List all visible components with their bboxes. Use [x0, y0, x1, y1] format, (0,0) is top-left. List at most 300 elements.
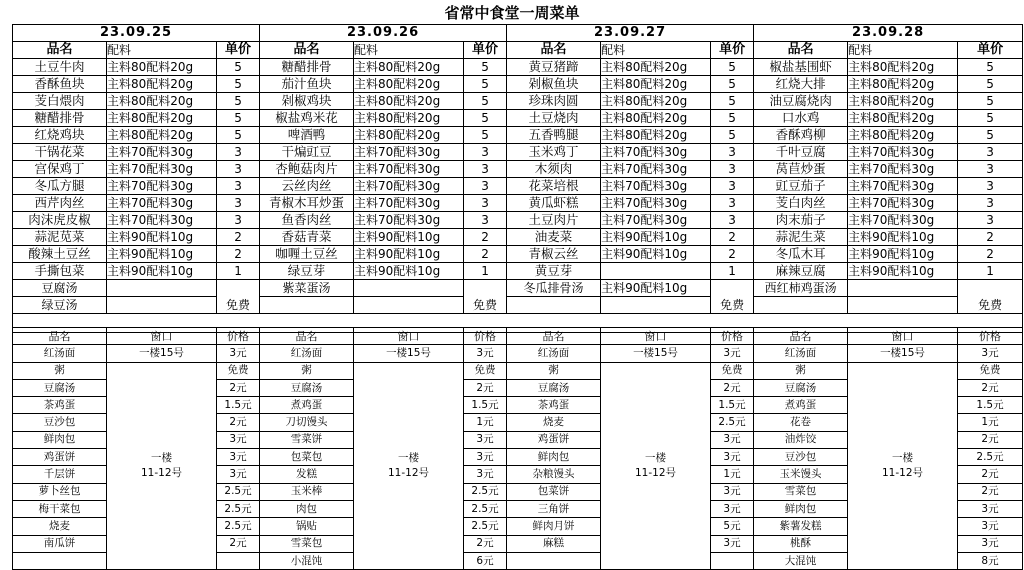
- bf-item-price: 3元: [711, 500, 754, 517]
- dish-spec: 主料70配料30g: [601, 161, 711, 178]
- bf-header-price: 价格: [958, 328, 1023, 345]
- dish-price: 2: [464, 229, 507, 246]
- bf-item-name: 红汤面: [754, 345, 848, 362]
- dish-spec: 主料70配料30g: [354, 178, 464, 195]
- dish-row: [13, 93, 1023, 110]
- dish-name: 肉末茄子: [754, 212, 848, 229]
- breakfast-row: [13, 362, 1023, 379]
- bf-item-price: 3元: [217, 449, 260, 466]
- header-price: 单价: [217, 42, 260, 59]
- bf-item-price: 1元: [958, 414, 1023, 431]
- bf-window-floor: 一楼: [645, 451, 666, 464]
- dish-price: 2: [464, 246, 507, 263]
- dish-name: 黄豆猪蹄: [507, 59, 601, 76]
- bf-item-name: 鲜肉包: [507, 449, 601, 466]
- dish-price: 3: [464, 195, 507, 212]
- bf-item-name: 豆腐汤: [13, 379, 107, 396]
- dish-price: 5: [958, 127, 1023, 144]
- dish-name: 土豆牛肉: [13, 59, 107, 76]
- dish-name: 土豆肉片: [507, 212, 601, 229]
- bf-item-name: 玉米棒: [260, 483, 354, 500]
- dish-spec: 主料70配料30g: [848, 195, 958, 212]
- bf-item-name: 花卷: [754, 414, 848, 431]
- bf-item-price: 2.5元: [217, 500, 260, 517]
- dish-spec: 主料90配料10g: [354, 246, 464, 263]
- soup-spec: [848, 280, 958, 297]
- dish-name: 玉米鸡丁: [507, 144, 601, 161]
- bf-window-floor: 一楼: [151, 451, 172, 464]
- bf-item-price: 3元: [958, 535, 1023, 552]
- dish-name: 鱼香肉丝: [260, 212, 354, 229]
- bf-item-price: [711, 552, 754, 569]
- dish-name: 蒜泥生菜: [754, 229, 848, 246]
- date-header: 23.09.28: [754, 25, 1023, 42]
- dish-price: 2: [711, 246, 754, 263]
- dish-name: 糖醋排骨: [260, 59, 354, 76]
- header-name: 品名: [754, 42, 848, 59]
- bf-item-name: 烧麦: [13, 518, 107, 535]
- bf-item-name: 粥: [260, 362, 354, 379]
- bf-item-price: 2元: [217, 379, 260, 396]
- dish-spec: 主料70配料30g: [601, 178, 711, 195]
- dish-price: 5: [217, 93, 260, 110]
- dish-price: 3: [711, 195, 754, 212]
- dish-spec: 主料70配料30g: [848, 144, 958, 161]
- bf-item-name: 鸡蛋饼: [13, 449, 107, 466]
- dish-name: 莴苣炒蛋: [754, 161, 848, 178]
- bf-item-price: 2元: [958, 483, 1023, 500]
- bf-item-name: 三角饼: [507, 500, 601, 517]
- soup-name: 西红柿鸡蛋汤: [754, 280, 848, 297]
- dish-spec: 主料70配料30g: [848, 212, 958, 229]
- soup-spec: [354, 280, 464, 297]
- dish-name: 云丝肉丝: [260, 178, 354, 195]
- dish-spec: 主料70配料30g: [848, 161, 958, 178]
- dish-price: 5: [217, 110, 260, 127]
- dish-name: 椒盐基围虾: [754, 59, 848, 76]
- dish-name: 油豆腐烧肉: [754, 93, 848, 110]
- dish-name: 千叶豆腐: [754, 144, 848, 161]
- bf-item-name: 鲜肉包: [13, 431, 107, 448]
- soup-name: [754, 297, 848, 314]
- bf-item-name: 红汤面: [507, 345, 601, 362]
- dish-price: 5: [711, 76, 754, 93]
- bf-item-price: 3元: [711, 449, 754, 466]
- dish-name: 蒜泥苋菜: [13, 229, 107, 246]
- dish-price: 3: [464, 144, 507, 161]
- dish-name: 麻辣豆腐: [754, 263, 848, 280]
- bf-header-name: 品名: [507, 328, 601, 345]
- dish-spec: 主料80配料20g: [848, 93, 958, 110]
- dish-name: 红烧鸡块: [13, 127, 107, 144]
- dish-name: 口水鸡: [754, 110, 848, 127]
- dish-row: [13, 127, 1023, 144]
- header-price: 单价: [711, 42, 754, 59]
- soup-name: 冬瓜排骨汤: [507, 280, 601, 297]
- dish-spec: 主料70配料30g: [354, 195, 464, 212]
- dish-price: 2: [958, 246, 1023, 263]
- dish-price: 3: [711, 161, 754, 178]
- bf-window-floor: 一楼: [398, 451, 419, 464]
- bf-item-name: 豆腐汤: [754, 379, 848, 396]
- dish-price: 5: [958, 93, 1023, 110]
- dish-price: 3: [217, 144, 260, 161]
- free-price: 免费: [464, 280, 507, 314]
- bf-item-price: 3元: [464, 466, 507, 483]
- date-header: 23.09.25: [13, 25, 260, 42]
- dish-price: 3: [958, 161, 1023, 178]
- dish-spec: 主料70配料30g: [354, 144, 464, 161]
- bf-item-price: 3元: [958, 500, 1023, 517]
- dish-spec: 主料80配料20g: [601, 93, 711, 110]
- bf-item-price: 2元: [217, 414, 260, 431]
- bf-item-price: 3元: [711, 345, 754, 362]
- bf-item-price: 2.5元: [464, 500, 507, 517]
- bf-item-name: 豆沙包: [754, 449, 848, 466]
- bf-item-window: 一楼15号: [107, 345, 217, 362]
- dish-name: 油麦菜: [507, 229, 601, 246]
- bf-item-price: 3元: [464, 449, 507, 466]
- free-price: 免费: [711, 280, 754, 314]
- dish-price: 2: [958, 229, 1023, 246]
- bf-item-price: 免费: [464, 362, 507, 379]
- dish-name: 宫保鸡丁: [13, 161, 107, 178]
- bf-item-name: 茶鸡蛋: [13, 397, 107, 414]
- bf-item-price: 3元: [958, 518, 1023, 535]
- dish-price: 3: [217, 161, 260, 178]
- bf-header-window: 窗口: [848, 328, 958, 345]
- bf-item-name: 雪菜包: [260, 535, 354, 552]
- dish-price: 3: [958, 212, 1023, 229]
- dish-spec: 主料80配料20g: [354, 110, 464, 127]
- dish-name: 青椒木耳炒蛋: [260, 195, 354, 212]
- dish-spec: [601, 263, 711, 280]
- breakfast-header-row: [13, 328, 1023, 345]
- dish-spec: 主料80配料20g: [107, 59, 217, 76]
- free-price: 免费: [958, 280, 1023, 314]
- dish-price: 5: [464, 127, 507, 144]
- bf-header-window: 窗口: [601, 328, 711, 345]
- bf-item-price: 2元: [217, 535, 260, 552]
- column-header-row: [13, 42, 1023, 59]
- dish-name: 茄汁鱼块: [260, 76, 354, 93]
- dish-name: 绿豆芽: [260, 263, 354, 280]
- bf-item-name: 锅贴: [260, 518, 354, 535]
- dish-name: 剁椒鱼块: [507, 76, 601, 93]
- dish-price: 5: [958, 59, 1023, 76]
- header-spec: 配料: [601, 42, 711, 59]
- dish-row: [13, 161, 1023, 178]
- dish-name: 椒盐鸡米花: [260, 110, 354, 127]
- dish-name: 冬瓜方腿: [13, 178, 107, 195]
- bf-window-floor: 一楼: [892, 451, 913, 464]
- lunch-menu-table: [12, 24, 1023, 333]
- dish-spec: 主料90配料10g: [601, 229, 711, 246]
- dish-spec: 主料70配料30g: [848, 178, 958, 195]
- bf-item-name: 雪菜包: [754, 483, 848, 500]
- bf-window-number: 11-12号: [634, 466, 676, 479]
- page-title: 省常中食堂一周菜单: [444, 4, 580, 22]
- bf-header-name: 品名: [260, 328, 354, 345]
- dish-name: 冬瓜木耳: [754, 246, 848, 263]
- bf-item-price: 2元: [958, 466, 1023, 483]
- dish-row: [13, 178, 1023, 195]
- dish-price: 3: [217, 178, 260, 195]
- bf-item-name: 包菜包: [260, 449, 354, 466]
- bf-item-price: 2元: [958, 379, 1023, 396]
- soup-spec: [848, 297, 958, 314]
- soup-spec: 主料90配料10g: [601, 280, 711, 297]
- bf-item-price: 2.5元: [217, 518, 260, 535]
- dish-name: 花菜培根: [507, 178, 601, 195]
- bf-item-price: 2.5元: [711, 414, 754, 431]
- dish-spec: 主料80配料20g: [107, 127, 217, 144]
- soup-spec: [601, 297, 711, 314]
- dish-spec: 主料70配料30g: [107, 212, 217, 229]
- dish-price: 3: [711, 178, 754, 195]
- dish-row: [13, 246, 1023, 263]
- bf-item-price: 6元: [464, 552, 507, 569]
- dish-price: 3: [711, 212, 754, 229]
- dish-price: 3: [217, 195, 260, 212]
- bf-item-name: 梅干菜包: [13, 500, 107, 517]
- bf-item-name: 红汤面: [260, 345, 354, 362]
- dish-row: [13, 59, 1023, 76]
- soup-spec: [107, 297, 217, 314]
- bf-item-price: 免费: [217, 362, 260, 379]
- dish-spec: 主料90配料10g: [848, 229, 958, 246]
- bf-item-price: 2元: [464, 379, 507, 396]
- bf-item-name: 粥: [754, 362, 848, 379]
- bf-item-window: 一楼15号: [354, 345, 464, 362]
- bf-item-price: 3元: [217, 345, 260, 362]
- dish-price: 1: [464, 263, 507, 280]
- bf-item-name: 鲜肉月饼: [507, 518, 601, 535]
- dish-price: 3: [958, 178, 1023, 195]
- bf-item-price: 1元: [711, 466, 754, 483]
- header-price: 单价: [464, 42, 507, 59]
- bf-item-name: 红汤面: [13, 345, 107, 362]
- dish-name: 珍珠肉圆: [507, 93, 601, 110]
- dish-spec: 主料70配料30g: [107, 178, 217, 195]
- dish-price: 2: [711, 229, 754, 246]
- dish-spec: 主料70配料30g: [107, 161, 217, 178]
- bf-item-price: 3元: [711, 483, 754, 500]
- bf-item-name: 萝卜丝包: [13, 483, 107, 500]
- bf-item-name: 豆腐汤: [507, 379, 601, 396]
- dish-price: 5: [464, 59, 507, 76]
- bf-item-name: 煮鸡蛋: [260, 397, 354, 414]
- bf-item-price: 1.5元: [464, 397, 507, 414]
- dish-price: 2: [217, 229, 260, 246]
- dish-spec: 主料70配料30g: [601, 195, 711, 212]
- bf-header-price: 价格: [217, 328, 260, 345]
- bf-item-name: 鸡蛋饼: [507, 431, 601, 448]
- bf-item-price: 1.5元: [711, 397, 754, 414]
- dish-spec: 主料80配料20g: [848, 127, 958, 144]
- dish-spec: 主料70配料30g: [601, 212, 711, 229]
- bf-item-name: 粥: [507, 362, 601, 379]
- dish-price: 3: [958, 195, 1023, 212]
- date-header: 23.09.26: [260, 25, 507, 42]
- bf-item-price: 3元: [958, 345, 1023, 362]
- dish-spec: 主料90配料10g: [848, 246, 958, 263]
- bf-item-name: 小混饨: [260, 552, 354, 569]
- dish-name: 肉沫虎皮椒: [13, 212, 107, 229]
- dish-row: [13, 263, 1023, 280]
- dish-name: 剁椒鸡块: [260, 93, 354, 110]
- header-price: 单价: [958, 42, 1023, 59]
- dish-spec: 主料80配料20g: [354, 59, 464, 76]
- date-header: 23.09.27: [507, 25, 754, 42]
- dish-price: 5: [464, 76, 507, 93]
- header-name: 品名: [260, 42, 354, 59]
- bf-item-price: 2.5元: [958, 449, 1023, 466]
- dish-name: 黄瓜虾糕: [507, 195, 601, 212]
- bf-item-price: 3元: [711, 431, 754, 448]
- dish-price: 5: [958, 110, 1023, 127]
- dish-spec: 主料90配料10g: [107, 229, 217, 246]
- dish-price: 5: [711, 110, 754, 127]
- bf-item-price: 3元: [464, 431, 507, 448]
- bf-item-price: 5元: [711, 518, 754, 535]
- bf-window-number: 11-12号: [881, 466, 923, 479]
- dish-spec: 主料80配料20g: [601, 59, 711, 76]
- bf-item-name: [13, 552, 107, 569]
- dish-name: 香酥鱼块: [13, 76, 107, 93]
- dish-spec: 主料90配料10g: [354, 263, 464, 280]
- bf-item-name: 大混饨: [754, 552, 848, 569]
- dish-spec: 主料80配料20g: [848, 76, 958, 93]
- dish-name: 红烧大排: [754, 76, 848, 93]
- dish-name: 啤酒鸭: [260, 127, 354, 144]
- dish-spec: 主料80配料20g: [107, 110, 217, 127]
- soup-row: [13, 297, 1023, 314]
- bf-item-name: 桃酥: [754, 535, 848, 552]
- bf-item-price: 2.5元: [464, 483, 507, 500]
- dish-spec: 主料90配料10g: [107, 246, 217, 263]
- bf-header-price: 价格: [464, 328, 507, 345]
- bf-item-price: 1.5元: [958, 397, 1023, 414]
- dish-spec: 主料90配料10g: [848, 263, 958, 280]
- dish-spec: 主料70配料30g: [354, 161, 464, 178]
- bf-item-window: 一楼15号: [848, 345, 958, 362]
- dish-spec: 主料80配料20g: [848, 59, 958, 76]
- soup-name: 绿豆汤: [13, 297, 107, 314]
- dish-name: 芰白煨肉: [13, 93, 107, 110]
- bf-item-price: 2元: [711, 379, 754, 396]
- dish-name: 糖醋排骨: [13, 110, 107, 127]
- dish-spec: 主料90配料10g: [107, 263, 217, 280]
- dish-spec: 主料70配料30g: [107, 144, 217, 161]
- dish-price: 5: [464, 110, 507, 127]
- dish-spec: 主料70配料30g: [354, 212, 464, 229]
- dish-price: 3: [217, 212, 260, 229]
- bf-item-name: 豆腐汤: [260, 379, 354, 396]
- soup-spec: [107, 280, 217, 297]
- bf-item-name: 粥: [13, 362, 107, 379]
- dish-price: 3: [711, 144, 754, 161]
- bf-item-price: 2元: [464, 535, 507, 552]
- bf-item-price: 2元: [958, 431, 1023, 448]
- bf-header-name: 品名: [13, 328, 107, 345]
- bf-item-window: 一楼15号: [601, 345, 711, 362]
- header-name: 品名: [13, 42, 107, 59]
- dish-row: [13, 144, 1023, 161]
- dish-price: 5: [711, 127, 754, 144]
- dish-price: 5: [711, 93, 754, 110]
- dish-spec: 主料80配料20g: [601, 110, 711, 127]
- dish-spec: 主料80配料20g: [107, 93, 217, 110]
- dish-row: [13, 76, 1023, 93]
- soup-name: 豆腐汤: [13, 280, 107, 297]
- bf-item-name: [507, 552, 601, 569]
- bf-window-cell: [848, 362, 958, 570]
- bf-header-name: 品名: [754, 328, 848, 345]
- dish-spec: 主料90配料10g: [601, 246, 711, 263]
- dish-price: 3: [464, 161, 507, 178]
- dish-price: 1: [217, 263, 260, 280]
- bf-item-name: 发糕: [260, 466, 354, 483]
- dish-price: 1: [958, 263, 1023, 280]
- bf-item-price: 3元: [217, 431, 260, 448]
- bf-item-price: 3元: [217, 466, 260, 483]
- soup-row: [13, 280, 1023, 297]
- bf-item-name: 茶鸡蛋: [507, 397, 601, 414]
- dish-name: 芰白肉丝: [754, 195, 848, 212]
- bf-item-price: 1元: [464, 414, 507, 431]
- bf-header-price: 价格: [711, 328, 754, 345]
- free-price: 免费: [217, 280, 260, 314]
- dish-name: 豇豆茄子: [754, 178, 848, 195]
- breakfast-menu-table: [12, 327, 1023, 570]
- bf-item-name: 千层饼: [13, 466, 107, 483]
- dish-price: 5: [217, 76, 260, 93]
- dish-name: 杏鲍菇肉片: [260, 161, 354, 178]
- dish-price: 5: [464, 93, 507, 110]
- bf-item-name: 刀切馒头: [260, 414, 354, 431]
- bf-window-number: 11-12号: [140, 466, 182, 479]
- header-spec: 配料: [848, 42, 958, 59]
- bf-item-name: 烧麦: [507, 414, 601, 431]
- bf-window-cell: [107, 362, 217, 570]
- dish-name: 酸辣土豆丝: [13, 246, 107, 263]
- dish-name: 五香鸭腿: [507, 127, 601, 144]
- bf-item-name: 南瓜饼: [13, 535, 107, 552]
- bf-item-name: 麻糕: [507, 535, 601, 552]
- bf-item-name: 杂粮馒头: [507, 466, 601, 483]
- dish-spec: 主料80配料20g: [354, 76, 464, 93]
- dish-spec: 主料70配料30g: [601, 144, 711, 161]
- dish-name: 干锅花菜: [13, 144, 107, 161]
- dish-row: [13, 195, 1023, 212]
- soup-name: 紫菜蛋汤: [260, 280, 354, 297]
- dish-row: [13, 110, 1023, 127]
- bf-item-name: 油炸饺: [754, 431, 848, 448]
- dish-price: 3: [464, 178, 507, 195]
- dish-price: 3: [464, 212, 507, 229]
- bf-item-price: 3元: [711, 535, 754, 552]
- noodle-row: [13, 345, 1023, 362]
- dish-name: 黄豆芽: [507, 263, 601, 280]
- soup-name: [260, 297, 354, 314]
- dish-spec: 主料80配料20g: [354, 127, 464, 144]
- soup-spec: [354, 297, 464, 314]
- bf-item-name: 玉米馒头: [754, 466, 848, 483]
- bf-item-name: 包菜饼: [507, 483, 601, 500]
- dish-name: 咖喱土豆丝: [260, 246, 354, 263]
- dish-price: 3: [958, 144, 1023, 161]
